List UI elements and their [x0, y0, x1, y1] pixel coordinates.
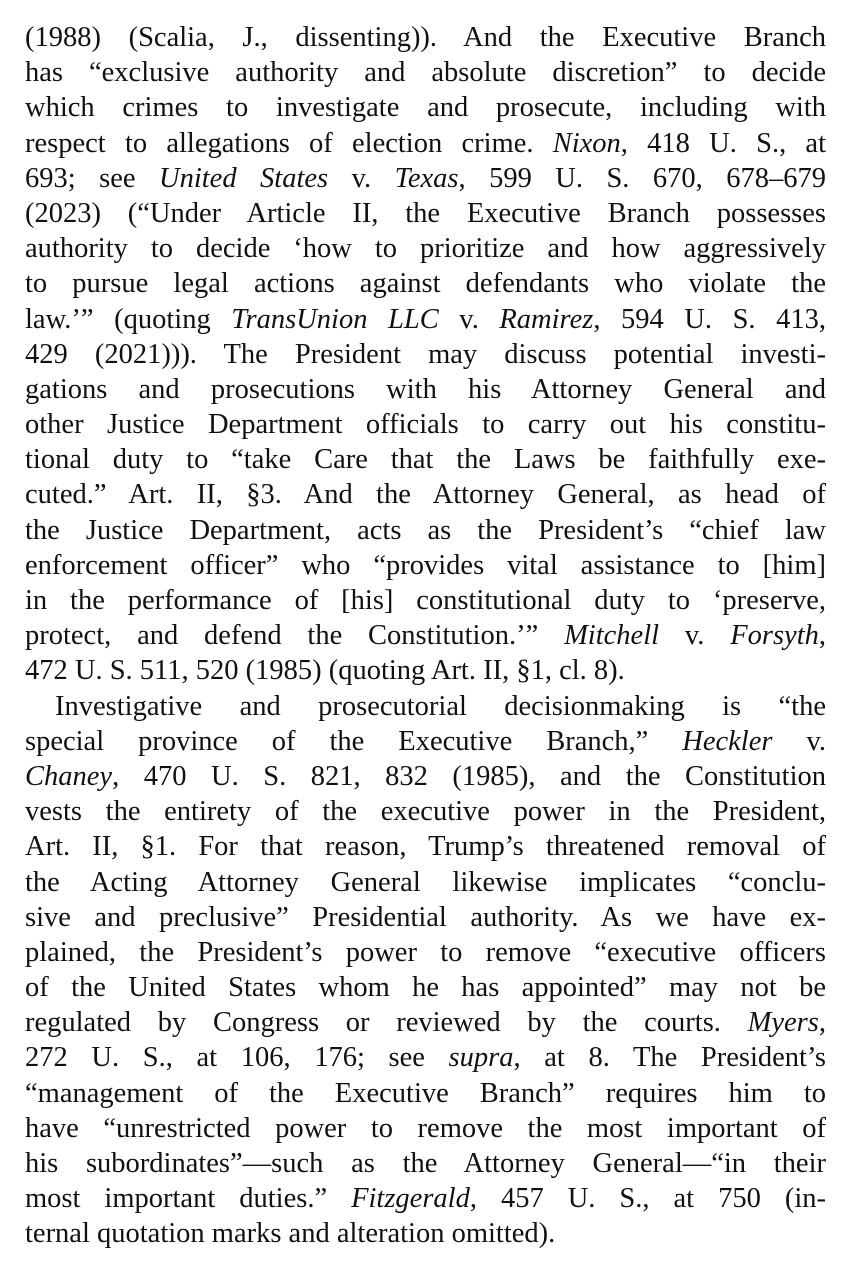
text-line: [25, 20, 826, 55]
text-run: the Acting Attorney General likewise implicates “conclu-: [25, 866, 826, 898]
text-run: “management of the Executive Branch” requires him to: [25, 1077, 826, 1109]
text-run: vests the entirety of the executive power in the President,: [25, 796, 826, 828]
text-run: v.: [438, 303, 500, 335]
text-run: cuted.” Art. II, §3. And the Attorney General, as head of: [25, 479, 826, 511]
case-name-italic: United States: [159, 162, 329, 194]
text-line: [25, 513, 826, 548]
text-line: [25, 1040, 826, 1075]
text-run: gations and prosecutions with his Attorney General and: [25, 373, 826, 405]
text-run: , at 8. The President’s: [513, 1042, 826, 1074]
text-line: [25, 548, 826, 583]
text-line: [25, 407, 826, 442]
text-line: [25, 126, 826, 161]
text-line: [25, 1005, 826, 1040]
text-line: [25, 90, 826, 125]
text-line: [25, 970, 826, 1005]
text-run: to pursue legal actions against defendants who violate the: [25, 268, 826, 300]
text-run: sive and preclusive” Presidential authority. As we have ex-: [25, 901, 826, 933]
text-line: [25, 794, 826, 829]
text-line: [25, 1216, 826, 1251]
text-line: [25, 372, 826, 407]
text-run: ,: [818, 620, 826, 652]
text-run: , 470 U. S. 821, 832 (1985), and the Constitution: [112, 760, 826, 792]
text-line: [25, 653, 826, 688]
text-run: enforcement officer” who “provides vital assistance to [him]: [25, 549, 826, 581]
case-name-italic: Ramirez: [499, 303, 594, 335]
case-name-italic: Mitchell: [564, 620, 660, 652]
text-line: [25, 1181, 826, 1216]
text-run: Investigative and prosecutorial decisionmaking is “the: [55, 690, 826, 722]
text-run: , 457 U. S., at 750 (in-: [469, 1183, 826, 1215]
text-line: [25, 900, 826, 935]
text-run: 472 U. S. 511, 520 (1985) (quoting Art. II, §1, cl. 8).: [25, 655, 625, 687]
text-run: , 599 U. S. 670, 678–679: [458, 162, 826, 194]
text-run: other Justice Department officials to carry out his constitu-: [25, 409, 826, 441]
text-run: special province of the Executive Branch,”: [25, 725, 683, 757]
paragraph: [25, 20, 826, 689]
text-run: v.: [659, 620, 731, 652]
text-run: plained, the President’s power to remove “executive officers: [25, 936, 826, 968]
text-run: which crimes to investigate and prosecute, including with: [25, 92, 826, 124]
case-name-italic: Texas: [394, 162, 459, 194]
case-name-italic: Nixon: [552, 127, 621, 159]
text-run: , 418 U. S., at: [620, 127, 827, 159]
text-run: have “unrestricted power to remove the most important of: [25, 1112, 826, 1144]
text-run: authority to decide ‘how to prioritize and how aggressively: [25, 233, 826, 265]
text-run: ,: [818, 1007, 826, 1039]
text-run: his subordinates”—such as the Attorney General—“in their: [25, 1148, 826, 1179]
text-line: [25, 1111, 826, 1146]
text-line: [25, 759, 826, 794]
text-line: [25, 337, 826, 372]
text-line: [25, 689, 826, 724]
text-line: [25, 161, 826, 196]
text-run: tional duty to “take Care that the Laws be faithfully exe-: [25, 444, 826, 476]
text-line: [25, 829, 826, 864]
case-name-italic: Forsyth: [730, 620, 819, 652]
text-line: [25, 865, 826, 900]
text-line: [25, 302, 826, 337]
text-run: law.’” (quoting: [25, 303, 232, 335]
text-run: of the United States whom he has appointed” may not be: [25, 972, 826, 1004]
case-name-italic: TransUnion LLC: [231, 303, 439, 335]
text-run: has “exclusive authority and absolute discretion” to decide: [25, 57, 826, 89]
text-line: [25, 196, 826, 231]
text-run: , 594 U. S. 413,: [593, 303, 826, 335]
text-run: the Justice Department, acts as the President’s “chief law: [25, 514, 826, 546]
text-run: 272 U. S., at 106, 176; see: [25, 1042, 449, 1074]
text-run: regulated by Congress or reviewed by the courts.: [25, 1007, 748, 1039]
text-run: (2023) (“Under Article II, the Executive Branch possesses: [25, 197, 826, 229]
text-line: [25, 724, 826, 759]
text-line: [25, 266, 826, 301]
case-name-italic: Myers: [747, 1007, 819, 1039]
case-name-italic: Fitzgerald: [351, 1183, 470, 1215]
text-line: [25, 477, 826, 512]
text-run: 693; see: [25, 162, 159, 194]
text-run: v.: [328, 162, 395, 194]
body-text: [25, 20, 826, 1252]
text-line: [25, 935, 826, 970]
text-line: [25, 583, 826, 618]
text-line: [25, 1076, 826, 1111]
case-name-italic: Chaney: [25, 760, 113, 792]
text-line: [25, 618, 826, 653]
case-name-italic: Heckler: [682, 725, 773, 757]
paragraph: [25, 689, 826, 1252]
text-run: respect to allegations of election crime.: [25, 127, 553, 159]
text-line: [25, 442, 826, 477]
text-run: in the performance of [his] constitutional duty to ‘preserve,: [25, 585, 826, 616]
case-name-italic: supra: [448, 1042, 514, 1074]
text-run: most important duties.”: [25, 1183, 352, 1215]
text-run: v.: [772, 725, 826, 757]
text-run: 429 (2021))). The President may discuss potential investi-: [25, 338, 826, 370]
text-line: [25, 231, 826, 266]
text-run: protect, and defend the Constitution.’”: [25, 620, 565, 652]
text-line: [25, 55, 826, 90]
text-line: [25, 1146, 826, 1181]
text-run: Art. II, §1. For that reason, Trump’s threatened removal of: [25, 831, 826, 863]
text-run: ternal quotation marks and alteration omitted).: [25, 1218, 556, 1250]
text-run: (1988) (Scalia, J., dissenting)). And the Executive Branch: [25, 22, 826, 53]
